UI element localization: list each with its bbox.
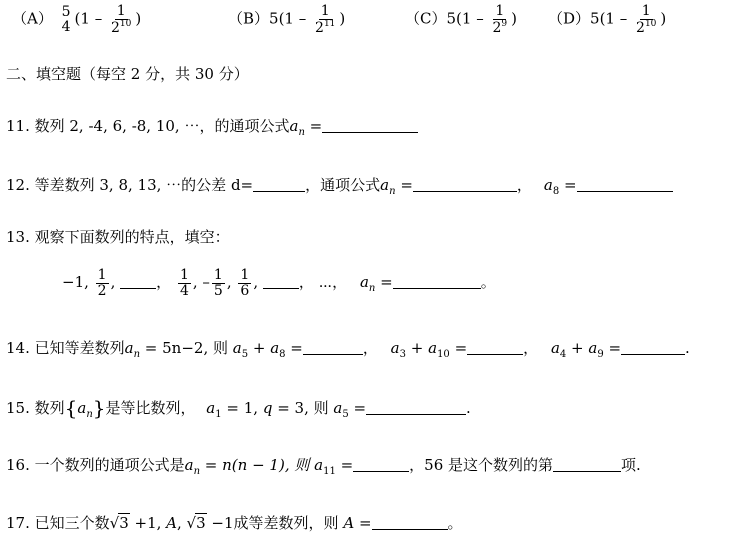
answer-blank[interactable]	[467, 340, 523, 355]
option-c: （C）5(1 – $\frac{1}{2^9}$ )	[405, 3, 517, 36]
question-17: 17. 已知三个数√3 +1, A, √3 −1成等差数列，则 A = 。	[6, 514, 463, 532]
answer-blank[interactable]	[393, 274, 481, 289]
answer-blank[interactable]	[366, 400, 466, 415]
answer-blank[interactable]	[353, 457, 409, 472]
answer-blank[interactable]	[413, 177, 517, 192]
question-11: 11. 数列 2, -4, 6, -8, 10, ⋯，的通项公式$a_n$ =	[6, 118, 418, 138]
section-title: 二、填空题（每空 2 分，共 30 分）	[6, 65, 249, 83]
option-a-coef: 5 4	[61, 4, 71, 35]
answer-blank[interactable]	[372, 515, 448, 530]
question-14: 14. 已知等差数列$a_n = 5n-2$, 则 $a_5 + a_8$ = ， $a_3 + a_{10}$ = ， $a_4 + a_9$ = .	[6, 339, 690, 360]
answer-blank[interactable]	[120, 274, 156, 289]
answer-blank[interactable]	[621, 340, 685, 355]
answer-blank[interactable]	[303, 340, 363, 355]
answer-blank[interactable]	[553, 457, 621, 472]
sqrt-3: √3	[186, 514, 206, 532]
option-a: （A） 5 4 (1 – $\frac{1}{2^{10}}$ )	[12, 3, 142, 36]
question-12: 12. 等差数列 3, 8, 13, ⋯的公差 d= ，通项公式$a_n$ = ， $a_8$ =	[6, 177, 673, 197]
answer-blank[interactable]	[253, 177, 305, 192]
answer-blank[interactable]	[263, 274, 299, 289]
question-15: 15. 数列$\{a_n\}$是等比数列， $a_1 = 1$, q = 3, 则 $a_5$ = .	[6, 396, 471, 420]
sqrt-3: √3	[109, 514, 129, 532]
option-d: （D）5(1 – $\frac{1}{2^{10}}$ )	[548, 3, 667, 36]
option-b: （B）5(1 – $\frac{1}{2^{11}}$ )	[228, 3, 346, 36]
answer-blank[interactable]	[322, 118, 418, 133]
question-13-sequence: −1, $\frac{1}{2}$ , ， $\frac{1}{4}$ , – $\frac{1}{5}$ , $\frac{1}{6}$ , ， ⋯， $a_n$ = 。	[62, 267, 496, 299]
question-16: 16. 一个数列的通项公式是$a_n = n(n - 1)$, 则 $a_{11}$ = ，56 是这个数列的第 项.	[6, 456, 641, 477]
answer-blank[interactable]	[577, 177, 673, 192]
question-13: 13. 观察下面数列的特点，填空：	[6, 228, 230, 246]
